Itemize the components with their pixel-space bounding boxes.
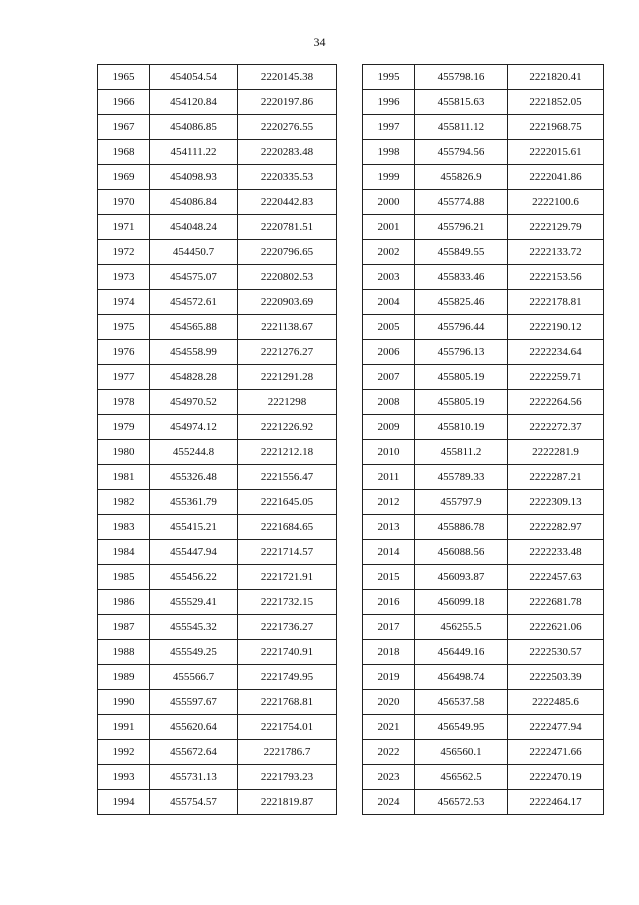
y-coordinate-cell: 2222272.37: [508, 415, 604, 440]
x-coordinate-cell: 455754.57: [150, 790, 238, 815]
y-coordinate-cell: 2222281.9: [508, 440, 604, 465]
x-coordinate-cell: 454572.61: [150, 290, 238, 315]
point-id-cell: 2020: [363, 690, 415, 715]
y-coordinate-cell: 2222041.86: [508, 165, 604, 190]
table-row: [98, 240, 337, 265]
table-row: [98, 715, 337, 740]
y-coordinate-cell: 2222282.97: [508, 515, 604, 540]
table-row: [98, 440, 337, 465]
x-coordinate-cell: 456093.87: [415, 565, 508, 590]
point-id-cell: 2012: [363, 490, 415, 515]
point-id-cell: 1997: [363, 115, 415, 140]
y-coordinate-cell: 2222178.81: [508, 290, 604, 315]
table-row: [98, 65, 337, 90]
y-coordinate-cell: 2221819.87: [238, 790, 337, 815]
y-coordinate-cell: 2220197.86: [238, 90, 337, 115]
table-row: [363, 140, 604, 165]
x-coordinate-cell: 455796.21: [415, 215, 508, 240]
y-coordinate-cell: 2220903.69: [238, 290, 337, 315]
y-coordinate-cell: 2221138.67: [238, 315, 337, 340]
x-coordinate-cell: 455456.22: [150, 565, 238, 590]
point-id-cell: 1983: [98, 515, 150, 540]
point-id-cell: 1966: [98, 90, 150, 115]
x-coordinate-cell: 455731.13: [150, 765, 238, 790]
x-coordinate-cell: 455549.25: [150, 640, 238, 665]
point-id-cell: 1996: [363, 90, 415, 115]
x-coordinate-cell: 455789.33: [415, 465, 508, 490]
table-row: [363, 165, 604, 190]
point-id-cell: 2021: [363, 715, 415, 740]
point-id-cell: 1967: [98, 115, 150, 140]
point-id-cell: 1979: [98, 415, 150, 440]
point-id-cell: 1969: [98, 165, 150, 190]
y-coordinate-cell: 2221684.65: [238, 515, 337, 540]
point-id-cell: 2008: [363, 390, 415, 415]
x-coordinate-cell: 455545.32: [150, 615, 238, 640]
y-coordinate-cell: 2222259.71: [508, 365, 604, 390]
x-coordinate-cell: 455805.19: [415, 365, 508, 390]
point-id-cell: 2015: [363, 565, 415, 590]
y-coordinate-cell: 2222477.94: [508, 715, 604, 740]
y-coordinate-cell: 2222153.56: [508, 265, 604, 290]
table-row: [363, 790, 604, 815]
point-id-cell: 1980: [98, 440, 150, 465]
point-id-cell: 1974: [98, 290, 150, 315]
table-row: [363, 615, 604, 640]
x-coordinate-cell: 455833.46: [415, 265, 508, 290]
table-row: [363, 415, 604, 440]
table-row: [98, 340, 337, 365]
y-coordinate-cell: 2222100.6: [508, 190, 604, 215]
table-row: [98, 690, 337, 715]
point-id-cell: 1978: [98, 390, 150, 415]
table-row: [98, 415, 337, 440]
y-coordinate-cell: 2222457.63: [508, 565, 604, 590]
x-coordinate-cell: 455597.67: [150, 690, 238, 715]
x-coordinate-cell: 454048.24: [150, 215, 238, 240]
point-id-cell: 2005: [363, 315, 415, 340]
x-coordinate-cell: 456537.58: [415, 690, 508, 715]
table-row: [98, 115, 337, 140]
y-coordinate-cell: 2221852.05: [508, 90, 604, 115]
x-coordinate-cell: 455796.13: [415, 340, 508, 365]
point-id-cell: 1991: [98, 715, 150, 740]
y-coordinate-cell: 2220283.48: [238, 140, 337, 165]
x-coordinate-cell: 455798.16: [415, 65, 508, 90]
point-id-cell: 1992: [98, 740, 150, 765]
point-id-cell: 2002: [363, 240, 415, 265]
y-coordinate-cell: 2221968.75: [508, 115, 604, 140]
x-coordinate-cell: 456255.5: [415, 615, 508, 640]
x-coordinate-cell: 455620.64: [150, 715, 238, 740]
table-row: [363, 190, 604, 215]
y-coordinate-cell: 2221212.18: [238, 440, 337, 465]
x-coordinate-cell: 455825.46: [415, 290, 508, 315]
table-row: [98, 665, 337, 690]
x-coordinate-cell: 454565.88: [150, 315, 238, 340]
x-coordinate-cell: 455886.78: [415, 515, 508, 540]
x-coordinate-cell: 455849.55: [415, 240, 508, 265]
coordinate-table-body: [363, 65, 604, 815]
x-coordinate-cell: 456560.1: [415, 740, 508, 765]
table-row: [363, 215, 604, 240]
table-row: [363, 640, 604, 665]
point-id-cell: 2011: [363, 465, 415, 490]
point-id-cell: 2023: [363, 765, 415, 790]
x-coordinate-cell: 455797.9: [415, 490, 508, 515]
y-coordinate-cell: 2221714.57: [238, 540, 337, 565]
y-coordinate-cell: 2222470.19: [508, 765, 604, 790]
y-coordinate-cell: 2221786.7: [238, 740, 337, 765]
table-row: [98, 365, 337, 390]
y-coordinate-cell: 2220145.38: [238, 65, 337, 90]
table-row: [98, 465, 337, 490]
y-coordinate-cell: 2221226.92: [238, 415, 337, 440]
point-id-cell: 2024: [363, 790, 415, 815]
point-id-cell: 1999: [363, 165, 415, 190]
table-row: [363, 565, 604, 590]
point-id-cell: 1965: [98, 65, 150, 90]
y-coordinate-cell: 2222464.17: [508, 790, 604, 815]
table-row: [98, 640, 337, 665]
x-coordinate-cell: 455672.64: [150, 740, 238, 765]
x-coordinate-cell: 455815.63: [415, 90, 508, 115]
point-id-cell: 2018: [363, 640, 415, 665]
point-id-cell: 2000: [363, 190, 415, 215]
table-row: [98, 290, 337, 315]
point-id-cell: 2009: [363, 415, 415, 440]
point-id-cell: 1977: [98, 365, 150, 390]
point-id-cell: 2013: [363, 515, 415, 540]
table-row: [363, 265, 604, 290]
point-id-cell: 1985: [98, 565, 150, 590]
x-coordinate-cell: 455415.21: [150, 515, 238, 540]
x-coordinate-cell: 454828.28: [150, 365, 238, 390]
y-coordinate-cell: 2221291.28: [238, 365, 337, 390]
point-id-cell: 1972: [98, 240, 150, 265]
x-coordinate-cell: 455794.56: [415, 140, 508, 165]
point-id-cell: 1982: [98, 490, 150, 515]
y-coordinate-cell: 2222287.21: [508, 465, 604, 490]
table-row: [363, 65, 604, 90]
point-id-cell: 1976: [98, 340, 150, 365]
x-coordinate-cell: 455811.2: [415, 440, 508, 465]
table-row: [98, 790, 337, 815]
coordinate-table-right: [362, 64, 604, 815]
table-row: [363, 740, 604, 765]
y-coordinate-cell: 2221276.27: [238, 340, 337, 365]
x-coordinate-cell: 456498.74: [415, 665, 508, 690]
x-coordinate-cell: 456549.95: [415, 715, 508, 740]
y-coordinate-cell: 2222015.61: [508, 140, 604, 165]
table-row: [98, 140, 337, 165]
point-id-cell: 1989: [98, 665, 150, 690]
y-coordinate-cell: 2221793.23: [238, 765, 337, 790]
table-row: [363, 340, 604, 365]
y-coordinate-cell: 2221645.05: [238, 490, 337, 515]
table-row: [363, 240, 604, 265]
point-id-cell: 2010: [363, 440, 415, 465]
x-coordinate-cell: 455826.9: [415, 165, 508, 190]
x-coordinate-cell: 456449.16: [415, 640, 508, 665]
point-id-cell: 1981: [98, 465, 150, 490]
point-id-cell: 2004: [363, 290, 415, 315]
y-coordinate-cell: 2222471.66: [508, 740, 604, 765]
table-row: [363, 490, 604, 515]
y-coordinate-cell: 2222309.13: [508, 490, 604, 515]
point-id-cell: 1968: [98, 140, 150, 165]
point-id-cell: 2006: [363, 340, 415, 365]
x-coordinate-cell: 454054.54: [150, 65, 238, 90]
table-row: [98, 265, 337, 290]
point-id-cell: 1990: [98, 690, 150, 715]
table-row: [363, 315, 604, 340]
table-row: [98, 740, 337, 765]
y-coordinate-cell: 2221740.91: [238, 640, 337, 665]
y-coordinate-cell: 2222233.48: [508, 540, 604, 565]
x-coordinate-cell: 454450.7: [150, 240, 238, 265]
y-coordinate-cell: 2222234.64: [508, 340, 604, 365]
y-coordinate-cell: 2221736.27: [238, 615, 337, 640]
table-row: [363, 665, 604, 690]
point-id-cell: 2003: [363, 265, 415, 290]
point-id-cell: 1998: [363, 140, 415, 165]
coordinate-table-body: [98, 65, 337, 815]
point-id-cell: 1988: [98, 640, 150, 665]
y-coordinate-cell: 2222681.78: [508, 590, 604, 615]
x-coordinate-cell: 454970.52: [150, 390, 238, 415]
x-coordinate-cell: 456099.18: [415, 590, 508, 615]
x-coordinate-cell: 455805.19: [415, 390, 508, 415]
x-coordinate-cell: 454098.93: [150, 165, 238, 190]
x-coordinate-cell: 455774.88: [415, 190, 508, 215]
x-coordinate-cell: 454086.84: [150, 190, 238, 215]
point-id-cell: 2014: [363, 540, 415, 565]
y-coordinate-cell: 2220802.53: [238, 265, 337, 290]
y-coordinate-cell: 2221820.41: [508, 65, 604, 90]
y-coordinate-cell: 2222485.6: [508, 690, 604, 715]
x-coordinate-cell: 455361.79: [150, 490, 238, 515]
table-row: [98, 90, 337, 115]
x-coordinate-cell: 454111.22: [150, 140, 238, 165]
table-row: [98, 390, 337, 415]
coordinate-table-left: [97, 64, 337, 815]
table-row: [98, 540, 337, 565]
point-id-cell: 1993: [98, 765, 150, 790]
point-id-cell: 2007: [363, 365, 415, 390]
x-coordinate-cell: 456562.5: [415, 765, 508, 790]
y-coordinate-cell: 2222133.72: [508, 240, 604, 265]
x-coordinate-cell: 455529.41: [150, 590, 238, 615]
point-id-cell: 2017: [363, 615, 415, 640]
table-row: [363, 465, 604, 490]
table-row: [363, 390, 604, 415]
y-coordinate-cell: 2222503.39: [508, 665, 604, 690]
point-id-cell: 1973: [98, 265, 150, 290]
x-coordinate-cell: 456572.53: [415, 790, 508, 815]
point-id-cell: 2016: [363, 590, 415, 615]
y-coordinate-cell: 2220781.51: [238, 215, 337, 240]
x-coordinate-cell: 455796.44: [415, 315, 508, 340]
y-coordinate-cell: 2221749.95: [238, 665, 337, 690]
x-coordinate-cell: 455811.12: [415, 115, 508, 140]
table-row: [98, 215, 337, 240]
y-coordinate-cell: 2220335.53: [238, 165, 337, 190]
point-id-cell: 1986: [98, 590, 150, 615]
y-coordinate-cell: 2221556.47: [238, 465, 337, 490]
x-coordinate-cell: 454120.84: [150, 90, 238, 115]
table-row: [98, 190, 337, 215]
table-row: [98, 565, 337, 590]
table-row: [98, 165, 337, 190]
table-row: [98, 590, 337, 615]
y-coordinate-cell: 2221298: [238, 390, 337, 415]
point-id-cell: 1975: [98, 315, 150, 340]
table-row: [98, 765, 337, 790]
table-row: [98, 490, 337, 515]
y-coordinate-cell: 2220276.55: [238, 115, 337, 140]
y-coordinate-cell: 2222530.57: [508, 640, 604, 665]
point-id-cell: 2001: [363, 215, 415, 240]
x-coordinate-cell: 455566.7: [150, 665, 238, 690]
y-coordinate-cell: 2221754.01: [238, 715, 337, 740]
x-coordinate-cell: 454974.12: [150, 415, 238, 440]
y-coordinate-cell: 2221732.15: [238, 590, 337, 615]
table-row: [363, 515, 604, 540]
point-id-cell: 1971: [98, 215, 150, 240]
table-row: [363, 440, 604, 465]
table-row: [363, 365, 604, 390]
x-coordinate-cell: 455326.48: [150, 465, 238, 490]
table-row: [363, 690, 604, 715]
point-id-cell: 2019: [363, 665, 415, 690]
table-row: [363, 115, 604, 140]
x-coordinate-cell: 454575.07: [150, 265, 238, 290]
table-row: [363, 715, 604, 740]
y-coordinate-cell: 2220796.65: [238, 240, 337, 265]
y-coordinate-cell: 2222621.06: [508, 615, 604, 640]
x-coordinate-cell: 456088.56: [415, 540, 508, 565]
table-row: [98, 515, 337, 540]
y-coordinate-cell: 2222129.79: [508, 215, 604, 240]
y-coordinate-cell: 2221768.81: [238, 690, 337, 715]
x-coordinate-cell: 455810.19: [415, 415, 508, 440]
table-row: [363, 590, 604, 615]
point-id-cell: 1987: [98, 615, 150, 640]
point-id-cell: 1984: [98, 540, 150, 565]
table-row: [98, 315, 337, 340]
x-coordinate-cell: 455244.8: [150, 440, 238, 465]
point-id-cell: 2022: [363, 740, 415, 765]
table-row: [363, 765, 604, 790]
point-id-cell: 1970: [98, 190, 150, 215]
table-row: [363, 290, 604, 315]
x-coordinate-cell: 455447.94: [150, 540, 238, 565]
y-coordinate-cell: 2222190.12: [508, 315, 604, 340]
table-row: [98, 615, 337, 640]
table-row: [363, 90, 604, 115]
x-coordinate-cell: 454086.85: [150, 115, 238, 140]
y-coordinate-cell: 2220442.83: [238, 190, 337, 215]
point-id-cell: 1995: [363, 65, 415, 90]
table-row: [363, 540, 604, 565]
y-coordinate-cell: 2221721.91: [238, 565, 337, 590]
point-id-cell: 1994: [98, 790, 150, 815]
page-number: 34: [313, 35, 326, 49]
x-coordinate-cell: 454558.99: [150, 340, 238, 365]
y-coordinate-cell: 2222264.56: [508, 390, 604, 415]
